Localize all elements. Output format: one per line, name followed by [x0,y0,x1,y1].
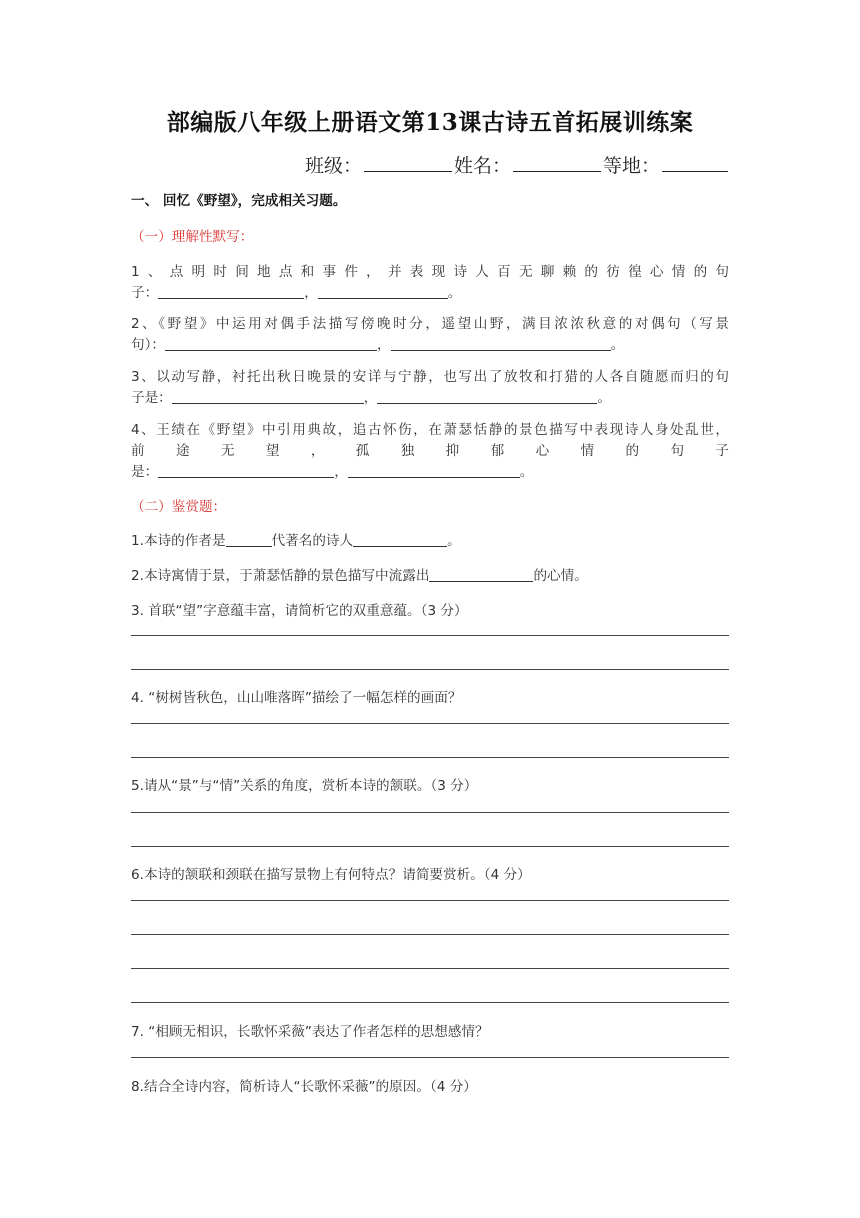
appreciation-question-6: 6.本诗的颔联和颈联在描写景物上有何特点？请简要赏析。（4 分） [131,867,531,883]
appreciation-question-4: 4. “树树皆秋色，山山唯落晖”描绘了一幅怎样的画面？ [131,690,462,706]
name-label: 姓名： [453,155,511,177]
name-blank[interactable] [513,152,601,172]
answer-line: 子： ， 。 [131,285,462,301]
answer-blank[interactable] [377,388,597,404]
question-text: 1、点明时间地点和事件，并表现诗人百无聊赖的彷徨心情的句 [131,264,729,280]
grade-label: 等地： [602,155,660,177]
answer-blank[interactable] [353,531,447,547]
class-label: 班级： [304,155,362,177]
answer-blank[interactable] [429,566,533,582]
recall-question-4 [131,420,729,483]
recall-question-1 [131,262,729,304]
answer-rule[interactable] [131,934,729,935]
question-text: 3、以动写静，衬托出秋日晚景的安详与宁静，也写出了放牧和打猎的人各自随愿而归的句 [131,369,729,385]
answer-blank[interactable] [318,283,448,299]
grade-blank[interactable] [662,152,728,172]
answer-blank[interactable] [391,335,611,351]
answer-rule[interactable] [131,846,729,847]
section-heading-1: 一、 回忆《野望》，完成相关习题。 [131,193,347,209]
answer-line: 子是： ， 。 [131,390,611,406]
appreciation-question-5: 5.请从“景”与“情”关系的角度，赏析本诗的颔联。（3 分） [131,778,478,794]
answer-rule[interactable] [131,968,729,969]
answer-rule[interactable] [131,757,729,758]
recall-question-2 [131,314,729,356]
recall-question-3 [131,367,729,409]
answer-rule[interactable] [131,812,729,813]
question-text: 4、王绩在《野望》中引用典故，追古怀伤，在萧瑟恬静的景色描写中表现诗人身处乱世， [131,422,729,438]
answer-rule[interactable] [131,1002,729,1003]
class-blank[interactable] [364,152,452,172]
answer-blank[interactable] [158,462,334,478]
subsection-heading-1: （一）理解性默写： [131,229,254,245]
appreciation-question-8: 8.结合全诗内容，简析诗人“长歌怀采薇”的原因。（4 分） [131,1079,477,1095]
appreciation-question-1: 1.本诗的作者是 代著名的诗人 。 [131,533,461,549]
question-text: 前途无望，孤独抑郁心情的句子 [131,443,729,459]
answer-rule[interactable] [131,635,729,636]
subsection-heading-2: （二）鉴赏题： [131,499,227,515]
answer-blank[interactable] [165,335,377,351]
answer-blank[interactable] [348,462,520,478]
answer-line: 句）： ， 。 [131,337,625,353]
answer-blank[interactable] [172,388,364,404]
answer-blank[interactable] [158,283,304,299]
answer-rule[interactable] [131,900,729,901]
answer-blank[interactable] [226,531,272,547]
question-text: 2、《野望》中运用对偶手法描写傍晚时分，遥望山野，满目浓浓秋意的对偶句（写景 [131,316,729,332]
page-title: 部编版八年级上册语文第13课古诗五首拓展训练案 [166,109,694,136]
appreciation-question-7: 7. “相顾无相识，长歌怀采薇”表达了作者怎样的思想感情？ [131,1024,489,1040]
student-info-line [305,151,730,178]
answer-line: 是： ， 。 [131,464,534,480]
answer-rule[interactable] [131,669,729,670]
answer-rule[interactable] [131,723,729,724]
appreciation-question-3: 3. 首联“望”字意蕴丰富，请简析它的双重意蕴。（3 分） [131,603,468,619]
answer-rule[interactable] [131,1057,729,1058]
appreciation-question-2: 2.本诗寓情于景，于萧瑟恬静的景色描写中流露出 的心情。 [131,568,588,584]
